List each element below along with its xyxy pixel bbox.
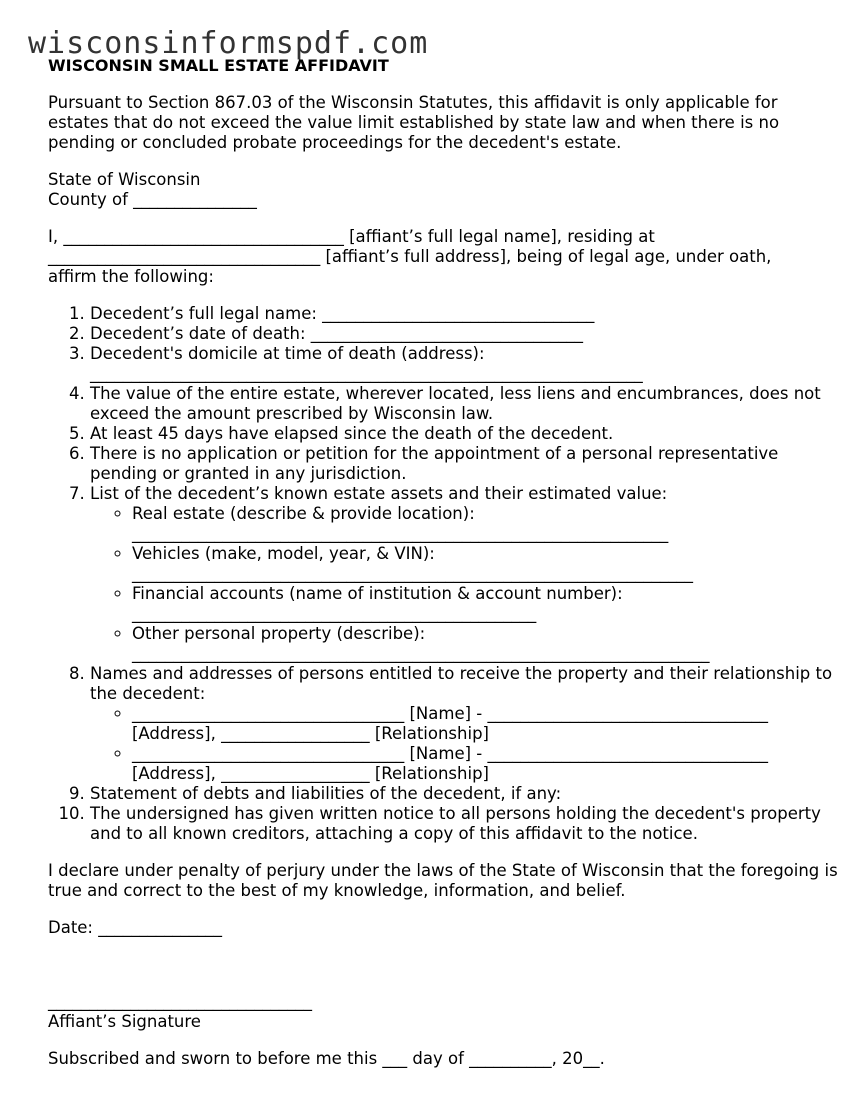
list-item	[132, 504, 838, 544]
intro-paragraph: Pursuant to Section 867.03 of the Wisconsin Statutes, this affidavit is only applicable for estates that do not exceed the value limit established by state law and when there is no pending or concluded probate proceedings for the decedent's estate.	[48, 93, 780, 152]
vehicles-label: ◦ Vehicles (make, model, year, & VIN):	[132, 544, 435, 563]
other-property-field[interactable]: ______________________________________________________________________	[132, 644, 710, 663]
financial-accounts-field[interactable]: _________________________________________________	[132, 604, 537, 623]
venue-county-field[interactable]: County of _______________	[48, 190, 257, 209]
date-of-death-field[interactable]: Decedent’s date of death: _________________________________	[90, 324, 584, 343]
other-property-label: ◦ Other personal property (describe):	[132, 624, 426, 643]
affirmation-text: affirm the following:	[48, 267, 214, 286]
declaration-paragraph: I declare under penalty of perjury under the laws of the State of Wisconsin that the foregoing is true and correct to the best of my knowledge, information, and belief.	[48, 861, 838, 900]
date-field[interactable]: Date: _______________	[48, 918, 222, 937]
debts-statement: Statement of debts and liabilities of the decedent, if any:	[90, 784, 562, 803]
heir-1-relationship-field[interactable]: [Address], __________________ [Relationship]	[132, 724, 489, 743]
list-item	[132, 584, 838, 624]
domicile-field[interactable]: ___________________________________________________________________	[90, 364, 643, 383]
heir-2-relationship-field[interactable]: [Address], __________________ [Relationship]	[132, 764, 489, 783]
list-item	[90, 804, 838, 844]
real-estate-field[interactable]: _________________________________________________________________	[132, 524, 669, 543]
decedent-name-field[interactable]: Decedent’s full legal name: _________________________________	[90, 304, 595, 323]
signature-label: Affiant’s Signature	[48, 1012, 201, 1031]
heirs-list	[90, 704, 838, 784]
vehicles-field[interactable]: ____________________________________________________________________	[132, 564, 693, 583]
heir-1-name-field[interactable]: ◦ _________________________________ [Name] - __________________________________	[132, 704, 768, 723]
subscribed-sworn-field[interactable]: Subscribed and sworn to before me this ___ day of __________, 20__.	[48, 1049, 605, 1068]
real-estate-label: ◦ Real estate (describe & provide location):	[132, 504, 475, 523]
list-item	[90, 344, 838, 384]
assets-heading: List of the decedent’s known estate assets and their estimated value:	[90, 484, 668, 503]
signature-block	[48, 992, 838, 1032]
list-item	[90, 664, 838, 784]
affirmation-block	[48, 227, 838, 287]
heir-2-name-field[interactable]: ◦ _________________________________ [Name] - __________________________________	[132, 744, 768, 763]
venue-state: State of Wisconsin	[48, 170, 201, 189]
document-title: WISCONSIN SMALL ESTATE AFFIDAVIT	[48, 56, 389, 75]
list-item	[90, 304, 838, 324]
signature-field[interactable]: ________________________________	[48, 992, 312, 1011]
financial-accounts-label: ◦ Financial accounts (name of institution & account number):	[132, 584, 623, 603]
domicile-label: 3. Decedent's domicile at time of death (address):	[90, 344, 485, 363]
venue-block	[48, 170, 838, 210]
estate-value-statement: The value of the entire estate, wherever located, less liens and encumbrances, does not exceed the amount prescribed by Wisconsin law.	[90, 384, 821, 423]
no-petition-statement: There is no application or petition for the appointment of a personal representative pending or granted in any jurisdiction.	[90, 444, 779, 483]
heirs-heading: Names and addresses of persons entitled to receive the property and their relationship to the decedent:	[90, 664, 833, 703]
list-item	[90, 784, 838, 804]
list-item	[90, 384, 838, 424]
list-item	[132, 544, 838, 584]
watermark: wisconsinformspdf.com	[28, 26, 429, 61]
list-item	[132, 704, 838, 744]
list-item	[90, 484, 838, 664]
assets-list	[90, 504, 838, 664]
list-item	[132, 744, 838, 784]
affidavit-items	[48, 304, 838, 844]
list-item	[90, 324, 838, 344]
list-item	[90, 424, 838, 444]
affiant-address-field[interactable]: _________________________________ [affiant’s full address], being of legal age, under oath,	[48, 247, 772, 266]
affiant-name-field[interactable]: I, __________________________________ [affiant’s full legal name], residing at	[48, 227, 655, 246]
notice-statement: The undersigned has given written notice to all persons holding the decedent's property and to all known creditors, attaching a copy of this affidavit to the notice.	[90, 804, 821, 843]
document-body	[48, 93, 838, 1086]
list-item	[132, 624, 838, 664]
elapsed-days-statement: At least 45 days have elapsed since the death of the decedent.	[90, 424, 614, 443]
list-item	[90, 444, 838, 484]
